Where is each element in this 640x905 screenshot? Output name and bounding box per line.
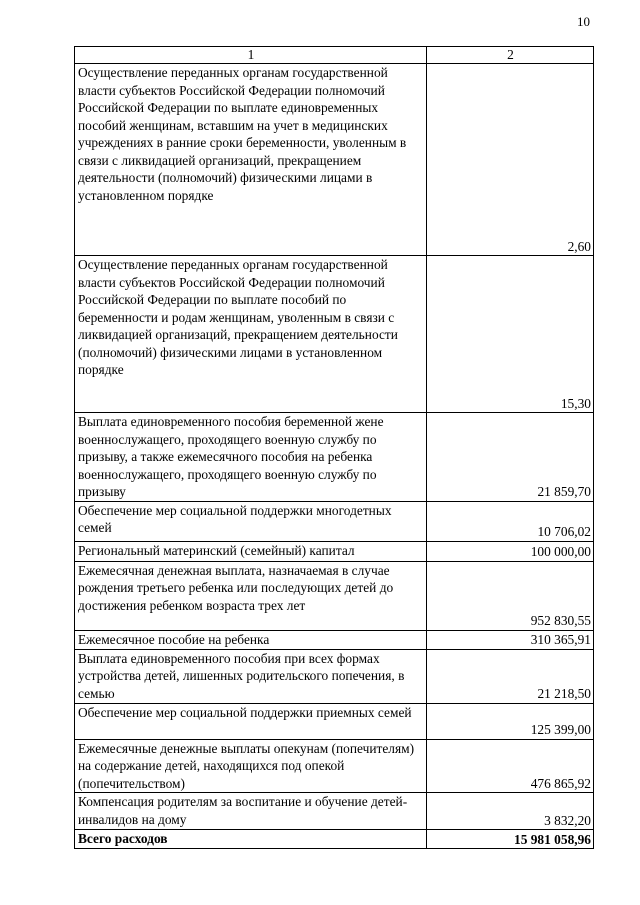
row-name: Ежемесячные денежные выплаты опекунам (попечителям) на содержание детей, находящихся под опекой (попечительством) [75,739,427,793]
row-amount: 100 000,00 [427,541,594,561]
row-amount: 21 218,50 [427,649,594,703]
table-row [75,630,594,649]
row-name: Обеспечение мер социальной поддержки приемных семей [75,703,427,739]
table-row [75,501,594,541]
row-amount: 476 865,92 [427,739,594,793]
column-header-2: 2 [427,47,594,64]
row-name: Ежемесячное пособие на ребенка [75,630,427,649]
table-row [75,703,594,739]
row-name: Обеспечение мер социальной поддержки многодетных семей [75,501,427,541]
row-amount: 2,60 [427,64,594,256]
row-amount: 3 832,20 [427,793,594,830]
table-row [75,64,594,256]
row-amount: 15,30 [427,256,594,413]
table-row [75,739,594,793]
row-name: Региональный материнский (семейный) капитал [75,541,427,561]
table-row [75,541,594,561]
row-amount: 21 859,70 [427,413,594,502]
table-row [75,793,594,830]
page-number: 10 [577,14,590,29]
row-amount: 952 830,55 [427,561,594,630]
row-amount: 125 399,00 [427,703,594,739]
row-name: Выплата единовременного пособия беременной жене военнослужащего, проходящего военную службу по призыву, а также ежемесячного пособия на ребенка военнослужащего, проходящего военную службу по призыву [75,413,427,502]
table-row [75,561,594,630]
table-row [75,413,594,502]
column-header-1: 1 [75,47,427,64]
table-row [75,649,594,703]
total-row [75,830,594,849]
row-amount: 310 365,91 [427,630,594,649]
total-label: Всего расходов [75,830,427,849]
expenditure-table [74,46,594,849]
table-row [75,256,594,413]
table-header-row [75,47,594,64]
row-name: Компенсация родителям за воспитание и обучение детей-инвалидов на дому [75,793,427,830]
row-name: Осуществление переданных органам государственной власти субъектов Российской Федерации полномочий Российской Федерации по выплате единовременных пособий женщинам, вставшим на учет в медицинских учреждениях в ранние сроки беременности, уволенным в связи с ликвидацией организаций, прекращением деятельности (полномочий) физическими лицами в установленном порядке [75,64,427,256]
row-amount: 10 706,02 [427,501,594,541]
row-name: Выплата единовременного пособия при всех формах устройства детей, лишенных родительского попечения, в семью [75,649,427,703]
total-amount: 15 981 058,96 [427,830,594,849]
row-name: Осуществление переданных органам государственной власти субъектов Российской Федерации полномочий Российской Федерации по выплате пособий по беременности и родам женщинам, уволенным в связи с ликвидацией организаций, прекращением деятельности (полномочий) физическими лицами в установленном порядке [75,256,427,413]
row-name: Ежемесячная денежная выплата, назначаемая в случае рождения третьего ребенка или последующих детей до достижения ребенком возраста трех лет [75,561,427,630]
